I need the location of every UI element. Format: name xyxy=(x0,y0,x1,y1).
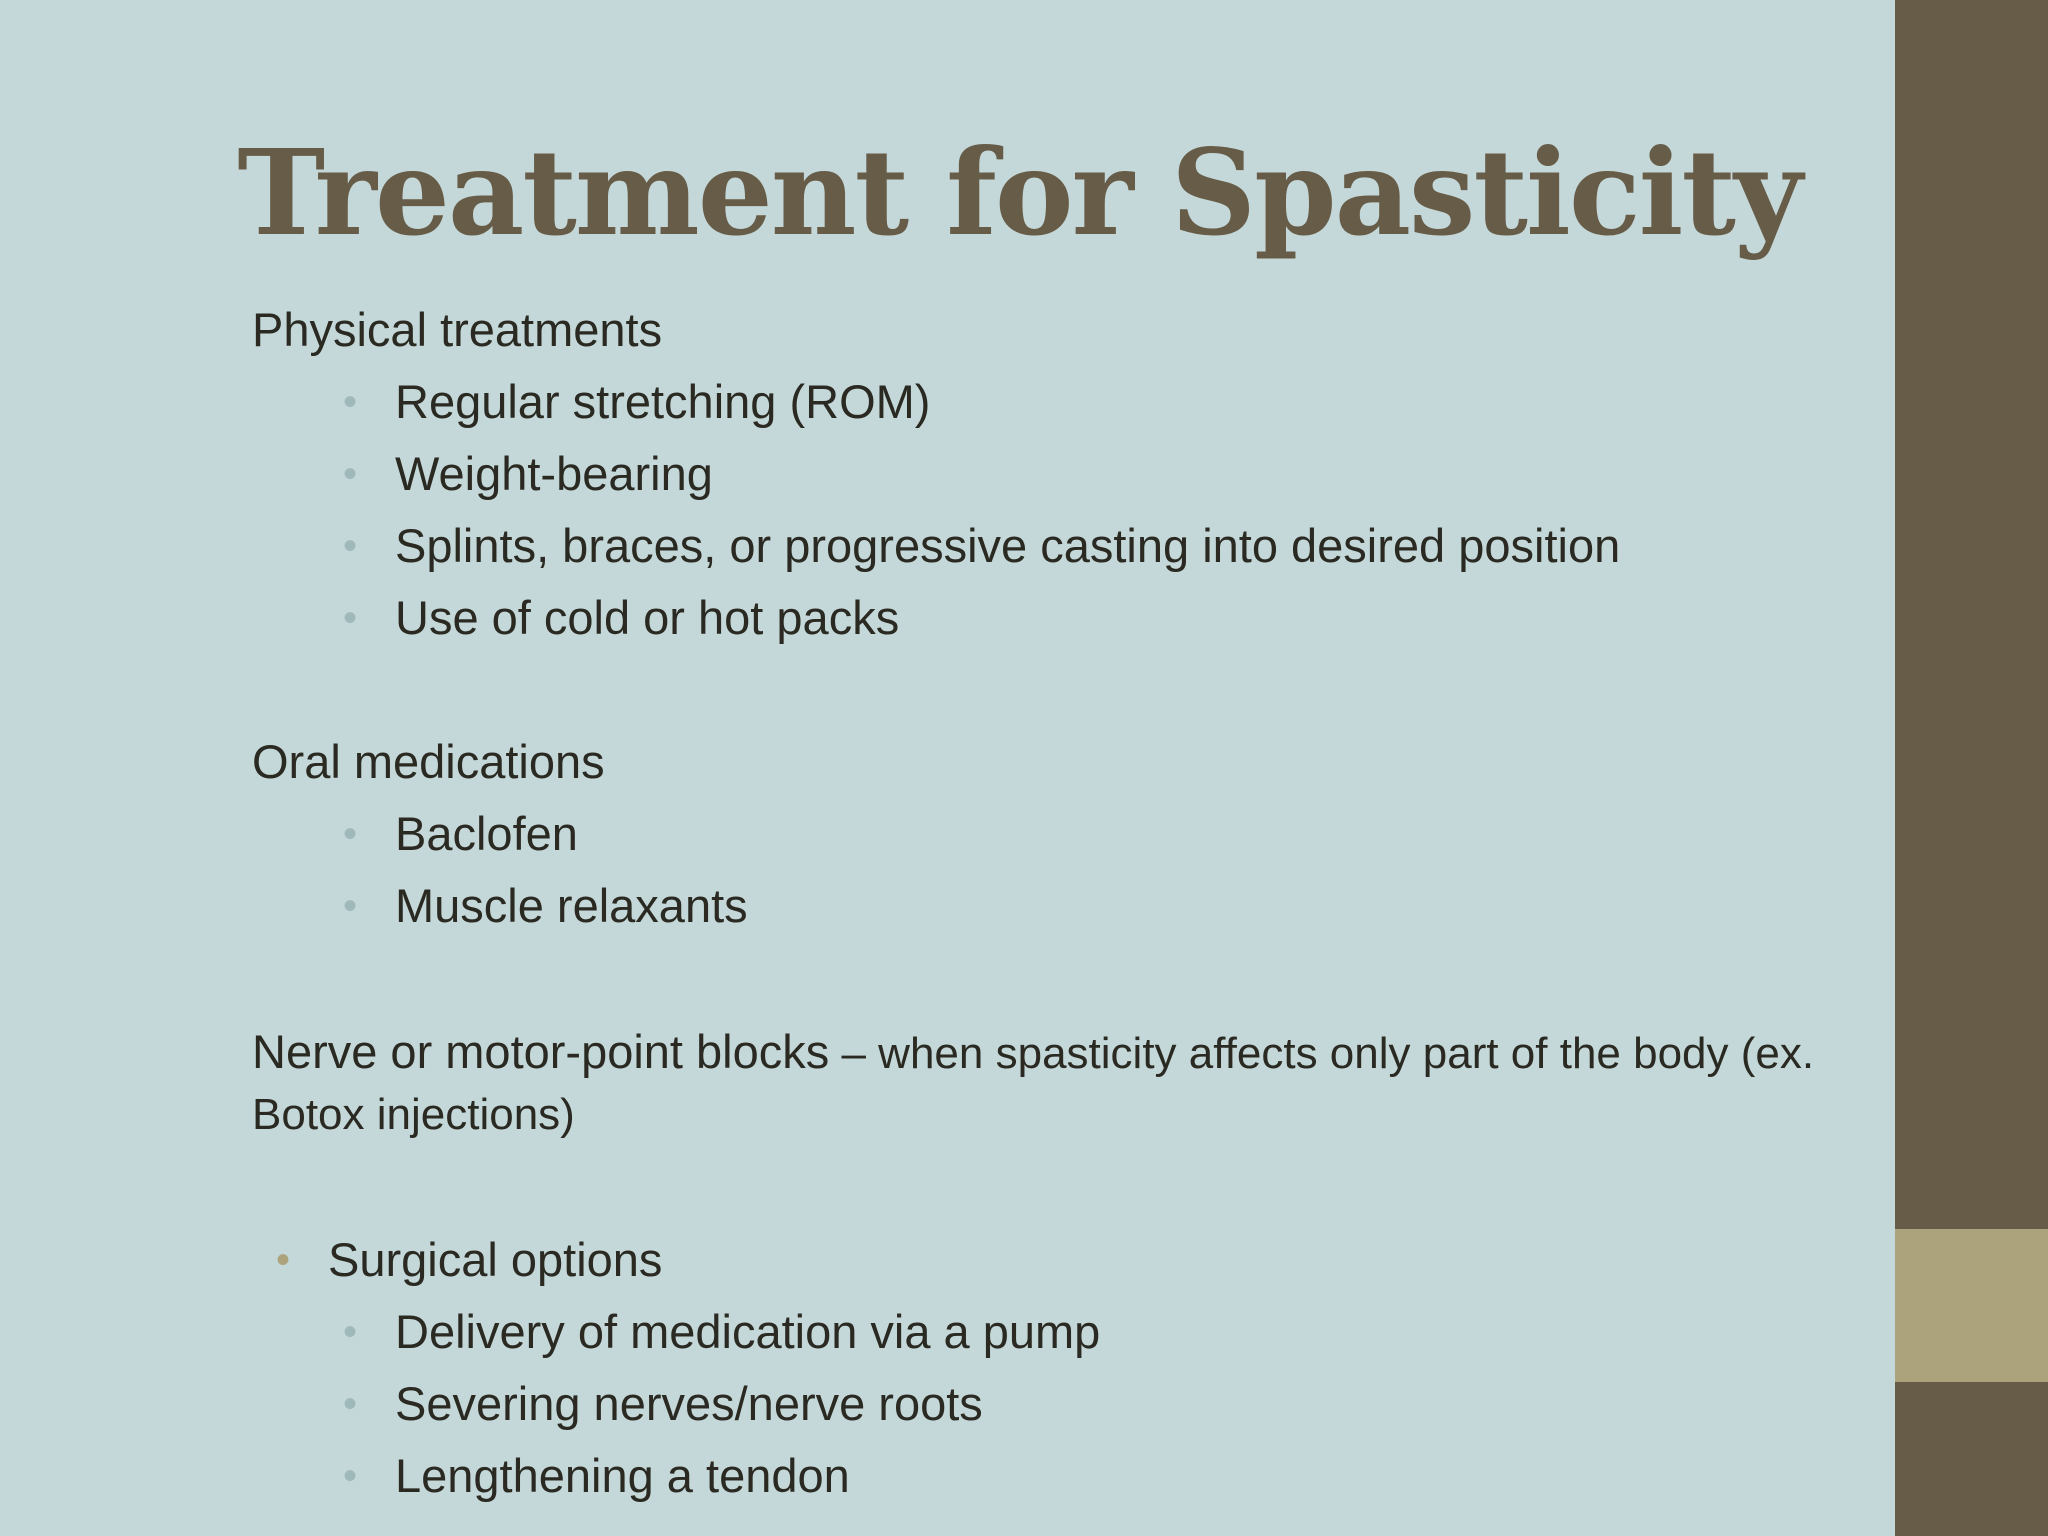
list-item: Regular stretching (ROM) xyxy=(395,375,931,428)
bullet-icon: • xyxy=(343,452,358,496)
bullet-icon: • xyxy=(343,1310,358,1354)
list-item: Use of cold or hot packs xyxy=(395,591,900,644)
bullet-icon: • xyxy=(343,524,358,568)
list-item: Baclofen xyxy=(395,807,578,860)
slide-title: Treatment for Spasticity xyxy=(237,123,1801,262)
list-item: Weight-bearing xyxy=(395,447,713,500)
list-item: Severing nerves/nerve roots xyxy=(395,1377,983,1430)
bullet-icon: • xyxy=(343,1382,358,1426)
section-physical-treatments: Physical treatments xyxy=(252,303,663,356)
bullet-icon: • xyxy=(343,884,358,928)
bullet-icon: • xyxy=(276,1238,291,1282)
list-item: Muscle relaxants xyxy=(395,879,748,932)
bullet-icon: • xyxy=(343,1454,358,1498)
nerve-blocks-detail: – when spasticity affects only part of the body (ex. Botox injections) xyxy=(252,1029,1815,1139)
sidebar-accent-block xyxy=(1895,1229,2048,1382)
section-surgical-options: Surgical options xyxy=(328,1233,663,1286)
nerve-blocks-heading: Nerve or motor-point blocks xyxy=(252,1025,830,1078)
section-oral-medications: Oral medications xyxy=(252,735,605,788)
bullet-icon: • xyxy=(343,812,358,856)
list-item: Lengthening a tendon xyxy=(395,1449,850,1502)
section-nerve-blocks xyxy=(252,1022,1872,1144)
bullet-icon: • xyxy=(343,596,358,640)
list-item: Splints, braces, or progressive casting into desired position xyxy=(395,519,1621,572)
bullet-icon: • xyxy=(343,380,358,424)
list-item: Delivery of medication via a pump xyxy=(395,1305,1101,1358)
